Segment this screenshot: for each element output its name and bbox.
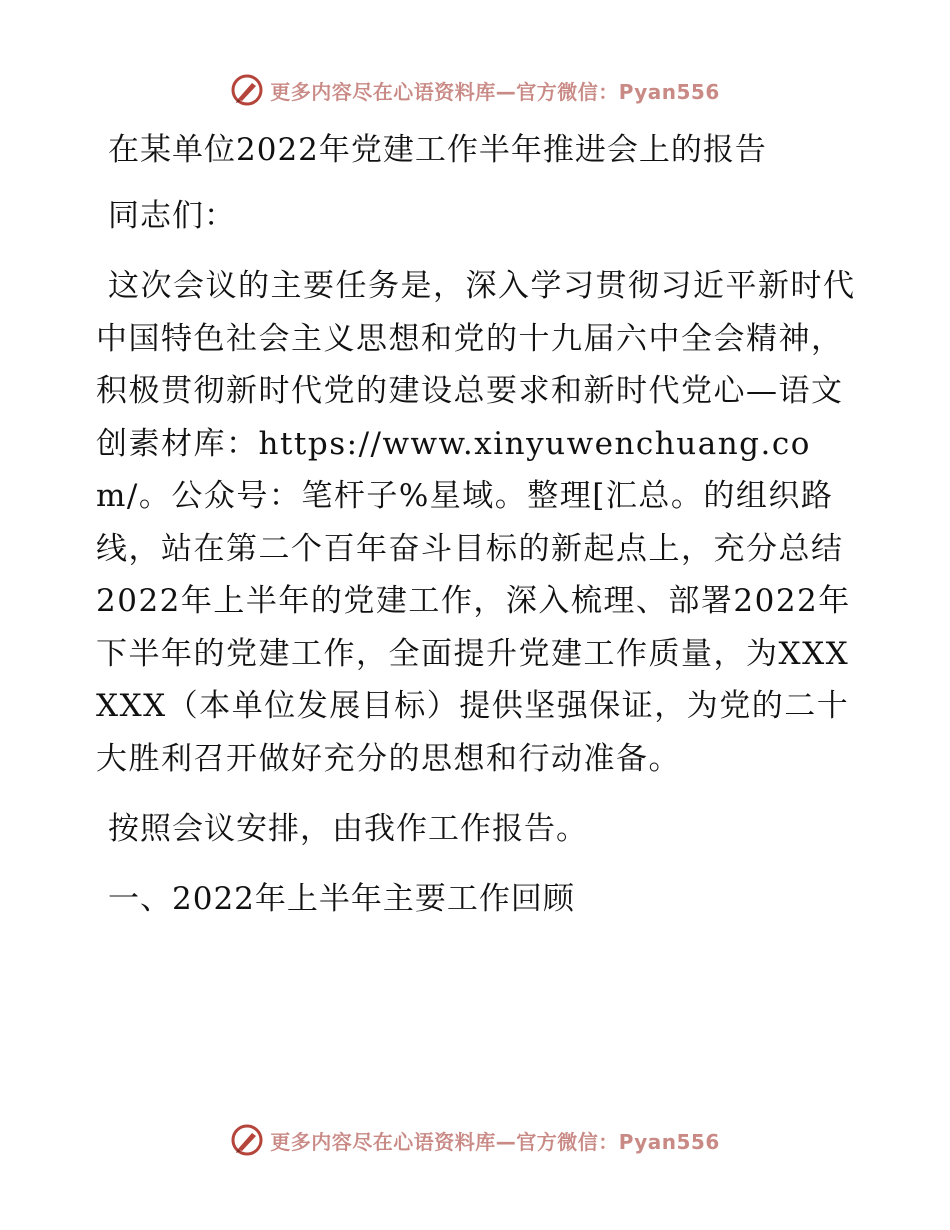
document-body <box>96 124 856 943</box>
greeting: 同志们： <box>108 198 236 234</box>
header-banner-wechat: Pyan556 <box>618 79 720 104</box>
paragraph-intro: 这次会议的主要任务是，深入学习贯彻习近平新时代中国特色社会主义思想和党的十九届六中全会精神，积极贯彻新时代党的建设总要求和新时代党心—语文创素材库：https://www.xinyuwenchuang.com/。公众号：笔杆子%星域。整理[汇总。的组织路线，站在第二个百年奋斗目标的新起点上，充分总结2022年上半年的党建工作，深入梳理、部署2022年下半年的党建工作，全面提升党建工作质量，为XXXXXX（本单位发展目标）提供坚强保证，为党的二十大胜利召开做好充分的思想和行动准备。 <box>96 268 856 777</box>
pen-logo-icon <box>230 1123 264 1157</box>
paragraph-arrangement: 按照会议安排，由我作工作报告。 <box>108 811 588 847</box>
footer-banner-label: 更多内容尽在心语资料库—官方微信： <box>270 1129 619 1154</box>
header-banner <box>0 70 950 110</box>
pen-logo-icon <box>230 73 264 107</box>
header-banner-text <box>270 76 720 105</box>
footer-banner <box>0 1120 950 1160</box>
footer-banner-wechat: Pyan556 <box>618 1129 720 1154</box>
document-title: 在某单位2022年党建工作半年推进会上的报告 <box>108 132 767 168</box>
header-banner-label: 更多内容尽在心语资料库—官方微信： <box>270 79 619 104</box>
paragraph-spacer <box>96 785 856 803</box>
footer-banner-text <box>270 1126 720 1155</box>
section-heading-1: 一、2022年上半年主要工作回顾 <box>108 881 575 917</box>
